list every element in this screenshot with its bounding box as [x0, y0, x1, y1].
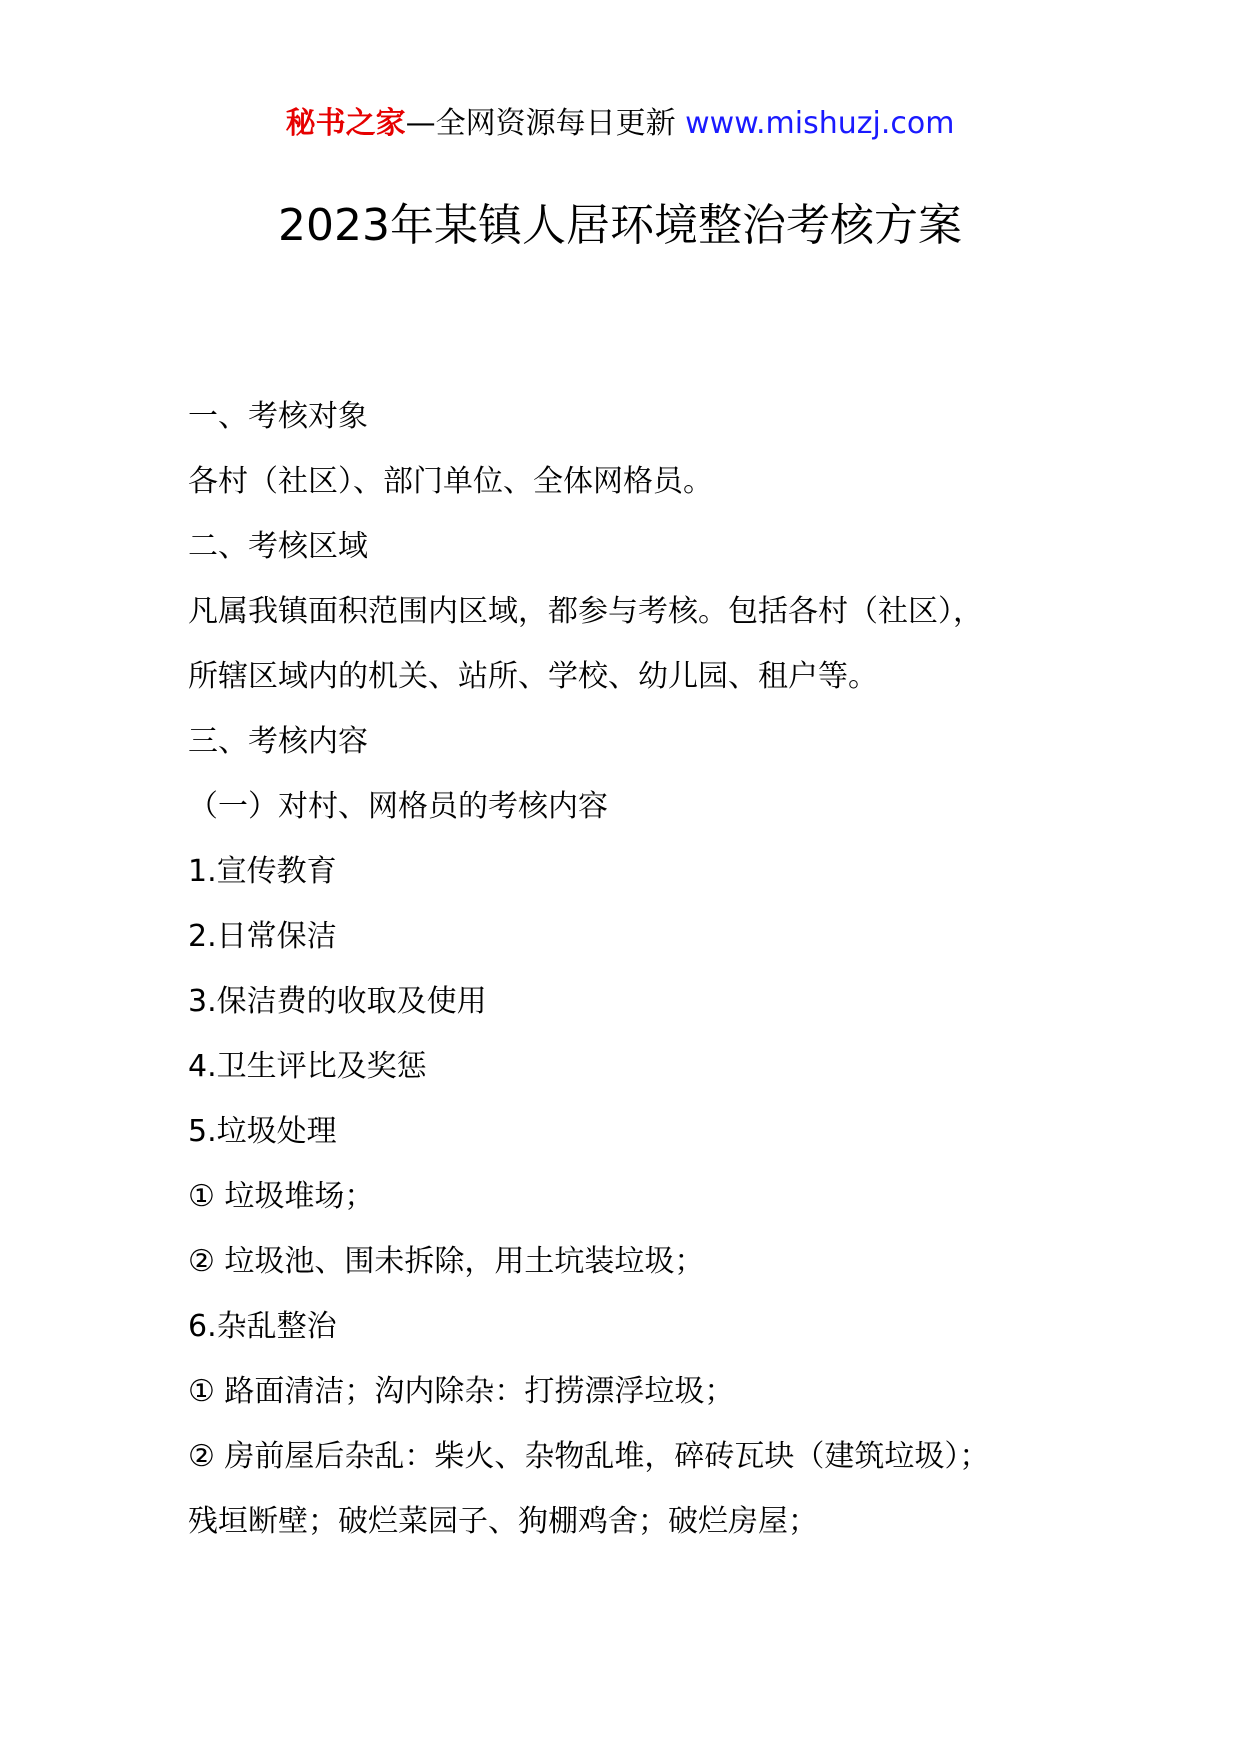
list-item: 5.垃圾处理 — [188, 1114, 337, 1149]
paragraph: 凡属我镇面积范围内区域，都参与考核。包括各村（社区）， — [188, 594, 983, 629]
list-item: 6.杂乱整治 — [188, 1309, 337, 1344]
document-body — [188, 384, 1068, 1554]
list-item: 1.宣传教育 — [188, 854, 337, 889]
sub-list-item: ① 路面清洁；沟内除杂：打捞漂浮垃圾； — [188, 1374, 735, 1409]
paragraph: 残垣断壁；破烂菜园子、狗棚鸡舍；破烂房屋； — [188, 1504, 818, 1539]
site-brand: 秘书之家 — [285, 106, 406, 141]
site-tagline: —全网资源每日更新 — [405, 106, 676, 141]
list-item: 4.卫生评比及奖惩 — [188, 1049, 427, 1084]
sub-list-item: ② 垃圾池、围未拆除，用土坑装垃圾； — [188, 1244, 705, 1279]
paragraph: 各村（社区）、部门单位、全体网格员。 — [188, 464, 713, 499]
list-item: 3.保洁费的收取及使用 — [188, 984, 487, 1019]
heading-assessment-area: 二、考核区域 — [188, 529, 368, 564]
sub-list-item: ② 房前屋后杂乱：柴火、杂物乱堆，碎砖瓦块（建筑垃圾）； — [188, 1439, 990, 1474]
paragraph: 所辖区域内的机关、站所、学校、幼儿园、租户等。 — [188, 659, 878, 694]
subheading: （一）对村、网格员的考核内容 — [188, 789, 608, 824]
site-header — [0, 104, 1240, 144]
heading-assessment-content: 三、考核内容 — [188, 724, 368, 759]
heading-assessment-targets: 一、考核对象 — [188, 399, 368, 434]
document-title: 2023年某镇人居环境整治考核方案 — [278, 200, 962, 251]
sub-list-item: ① 垃圾堆场； — [188, 1179, 375, 1214]
site-url-link[interactable]: www.mishuzj.com — [685, 106, 955, 141]
list-item: 2.日常保洁 — [188, 919, 337, 954]
